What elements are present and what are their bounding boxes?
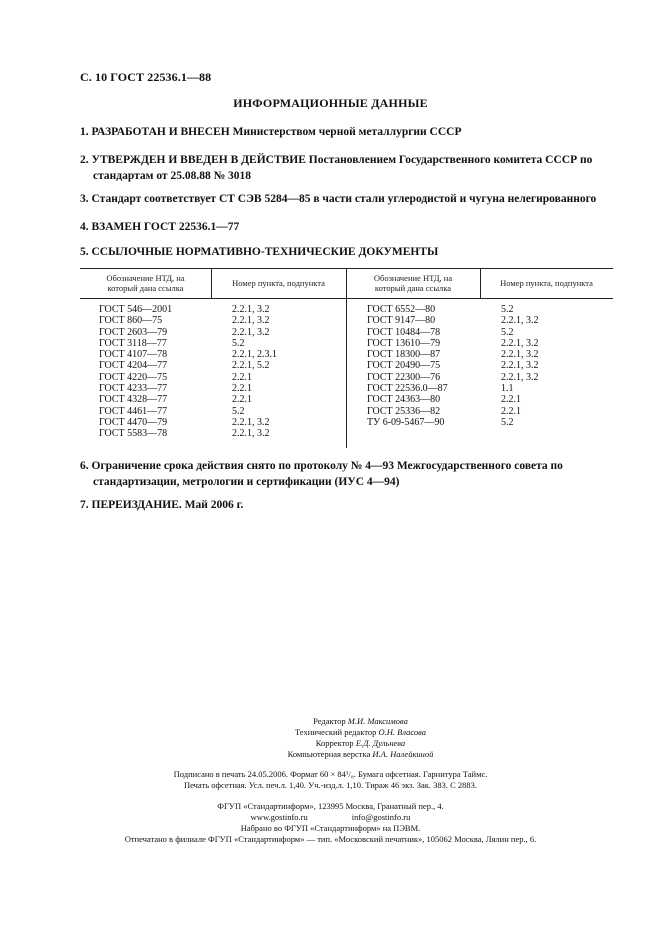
table-cell-point: 2.2.1 — [232, 371, 252, 383]
table-cell-point: 5.2 — [501, 304, 514, 315]
table-cell-document: ТУ 6-09-5467—90 — [367, 416, 445, 428]
header-ntd-left: Обозначение НТД, на который дана ссылка — [106, 273, 185, 293]
info-item-6 — [80, 458, 623, 490]
credit-layout: Компьютерная верстка И.А. Налейкиной — [287, 749, 434, 759]
left-point-column — [232, 304, 277, 440]
table-cell-document: ГОСТ 24363—80 — [367, 394, 441, 406]
right-doc-column — [367, 304, 448, 428]
editorial-credits — [0, 716, 661, 760]
table-center-divider — [346, 268, 347, 448]
item-heading: УТВЕРЖДЕН И ВВЕДЕН В ДЕЙСТВИЕ — [91, 154, 306, 166]
item-heading: ВЗАМЕН ГОСТ 22536.1—77 — [91, 221, 240, 233]
item-text: Постановлением Государственного комитета СССР по стандартам от 25.08.88 № 3018 — [93, 154, 593, 182]
info-item-2 — [80, 152, 623, 184]
table-cell-point: 5.2 — [232, 337, 245, 349]
table-cell-document: ГОСТ 4220—75 — [99, 371, 168, 383]
table-cell-point: 2.2.1, 3.2 — [501, 337, 539, 349]
publisher-typeset: Набрано во ФГУП «Стандартинформ» на ПЭВМ. — [240, 823, 421, 833]
right-point-column — [501, 304, 539, 428]
table-cell-document: ГОСТ 9147—80 — [367, 315, 436, 327]
publisher-email[interactable]: info@gostinfo.ru — [351, 812, 411, 822]
table-cell-point: 2.2.1, 3.2 — [501, 371, 539, 383]
table-cell-point: 2.2.1, 5.2 — [232, 360, 270, 372]
table-cell-point: 2.2.1 — [232, 383, 252, 395]
table-cell-document: ГОСТ 2603—79 — [99, 326, 168, 338]
item-text: Министерством черной металлургии СССР — [229, 126, 462, 138]
printing-details — [0, 769, 661, 791]
item-number: 2. — [80, 154, 89, 166]
printing-line-2: Печать офсетная. Усл. печ.л. 1,40. Уч.-изд.л. 1,10. Тираж 46 экз. Зак. 383. С 2883. — [183, 780, 478, 790]
reference-documents-table — [80, 268, 613, 448]
table-cell-point: 2.2.1 — [232, 394, 252, 406]
table-cell-point: 2.2.1, 3.2 — [501, 315, 539, 327]
page-header: С. 10 ГОСТ 22536.1—88 — [80, 70, 212, 84]
table-cell-point: 5.2 — [232, 405, 245, 417]
table-cell-document: ГОСТ 3118—77 — [99, 337, 167, 349]
table-cell-document: ГОСТ 4328—77 — [99, 394, 168, 406]
table-cell-document: ГОСТ 4461—77 — [99, 405, 168, 417]
table-cell-document: ГОСТ 20490—75 — [367, 360, 441, 372]
publisher-address: ФГУП «Стандартинформ», 123995 Москва, Гранатный пер., 4. — [217, 801, 444, 811]
info-item-4 — [80, 219, 610, 235]
table-cell-document: ГОСТ 5583—78 — [99, 428, 168, 440]
table-cell-point: 2.2.1, 2.3.1 — [232, 349, 277, 361]
table-cell-point: 5.2 — [501, 416, 514, 428]
table-cell-point: 5.2 — [501, 326, 514, 338]
item-heading: ССЫЛОЧНЫЕ НОРМАТИВНО-ТЕХНИЧЕСКИЕ ДОКУМЕНТЫ — [91, 246, 439, 258]
table-cell-point: 2.2.1, 3.2 — [501, 349, 539, 361]
table-cell-document: ГОСТ 546—2001 — [99, 304, 173, 315]
table-cell-point: 2.2.1, 3.2 — [232, 315, 270, 327]
item-text: Ограничение срока действия снято по протоколу № 4—93 Межгосударственного совета по стандартизации, метрологии и сертификации (ИУС 4—94) — [91, 460, 563, 488]
item-text: Стандарт соответствует СТ СЭВ 5284—85 в части стали углеродистой и чугуна нелегированного — [91, 193, 597, 205]
item-number: 7. — [80, 499, 89, 511]
credit-tech-editor: Технический редактор О.Н. Власова — [294, 727, 427, 737]
credit-editor: Редактор М.И. Максимова — [313, 716, 408, 726]
left-doc-column — [99, 304, 172, 440]
publisher-contacts — [0, 812, 661, 823]
table-cell-point: 2.2.1, 3.2 — [232, 416, 270, 428]
table-cell-document: ГОСТ 18300—87 — [367, 349, 441, 361]
item-text: Май 2006 г. — [181, 499, 244, 511]
item-number: 5. — [80, 246, 89, 258]
publisher-website[interactable]: www.gostinfo.ru — [250, 812, 308, 822]
table-cell-document: ГОСТ 22300—76 — [367, 371, 441, 383]
header-ntd-right: Обозначение НТД, на который дана ссылка — [373, 273, 453, 293]
table-cell-point: 2.2.1 — [501, 394, 521, 406]
item-number: 1. — [80, 126, 89, 138]
item-number: 6. — [80, 460, 89, 472]
table-cell-document: ГОСТ 860—75 — [99, 315, 163, 327]
table-cell-document: ГОСТ 6552—80 — [367, 304, 436, 315]
printing-line-1: Подписано в печать 24.05.2006. Формат 60 × 84¹/₈. Бумага офсетная. Гарнитура Таймс. — [173, 769, 488, 779]
table-cell-document: ГОСТ 4470—79 — [99, 416, 168, 428]
info-item-7 — [80, 497, 610, 513]
table-cell-point: 2.2.1, 3.2 — [232, 326, 270, 338]
item-heading: РАЗРАБОТАН И ВНЕСЕН — [91, 126, 230, 138]
publisher-printed: Отпечатано в филиале ФГУП «Стандартинформ» — тип. «Московский печатник», 105062 Москва, Лялин пер., 6. — [124, 834, 537, 844]
header-point-left: Номер пункта, подпункта — [232, 278, 325, 288]
info-item-1 — [80, 124, 610, 140]
table-cell-document: ГОСТ 10484—78 — [367, 326, 441, 338]
table-cell-point: 2.2.1, 3.2 — [232, 428, 270, 440]
item-number: 4. — [80, 221, 89, 233]
table-cell-document: ГОСТ 13610—79 — [367, 337, 441, 349]
item-heading: ПЕРЕИЗДАНИЕ. — [91, 499, 182, 511]
table-cell-document: ГОСТ 4204—77 — [99, 360, 168, 372]
table-cell-point: 2.2.1, 3.2 — [232, 304, 270, 315]
table-cell-document: ГОСТ 4107—78 — [99, 349, 168, 361]
header-point-right: Номер пункта, подпункта — [500, 278, 593, 288]
publisher-details — [0, 801, 661, 845]
credit-corrector: Корректор Е.Д. Дульнева — [315, 738, 406, 748]
info-item-3 — [80, 191, 610, 207]
table-cell-point: 2.2.1, 3.2 — [501, 360, 539, 372]
table-cell-point: 1.1 — [501, 383, 514, 395]
table-cell-document: ГОСТ 25336—82 — [367, 405, 441, 417]
info-item-5 — [80, 244, 610, 260]
table-cell-document: ГОСТ 4233—77 — [99, 383, 168, 395]
table-cell-document: ГОСТ 22536.0—87 — [367, 383, 448, 395]
document-title: ИНФОРМАЦИОННЫЕ ДАННЫЕ — [233, 96, 428, 110]
item-number: 3. — [80, 193, 89, 205]
table-cell-point: 2.2.1 — [501, 405, 521, 417]
